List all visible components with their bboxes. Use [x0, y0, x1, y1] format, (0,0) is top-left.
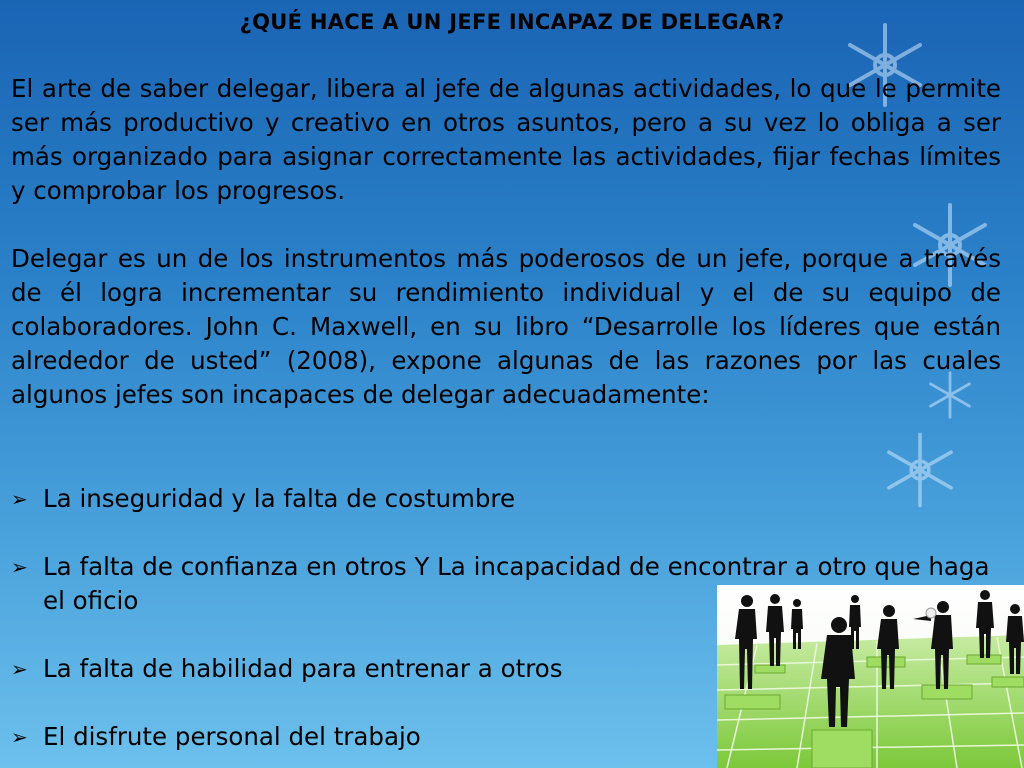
slide-title: ¿QUÉ HACE A UN JEFE INCAPAZ DE DELEGAR?	[239, 10, 785, 34]
paragraph-1-text: El arte de saber delegar, libera al jefe de algunas actividades, lo que le permite ser más productivo y creativo en otros asuntos, pero a su vez lo obliga a ser más organizado para asignar correctamente las actividades, fijar fechas límites y comprobar los progresos.	[11, 74, 1001, 205]
arrow-bullet-icon: ➢	[11, 487, 28, 511]
paragraph-1	[11, 72, 1001, 208]
bullet-item	[11, 482, 1001, 516]
arrow-bullet-icon: ➢	[11, 657, 28, 681]
bullet-text: La falta de confianza en otros Y La incapacidad de encontrar a otro que haga el oficio	[43, 552, 990, 615]
paragraph-2	[11, 242, 1001, 412]
bullet-text: La falta de habilidad para entrenar a otros	[43, 654, 563, 683]
arrow-bullet-icon: ➢	[11, 725, 28, 749]
bullet-text: La inseguridad y la falta de costumbre	[43, 484, 516, 513]
paragraph-2-text: Delegar es un de los instrumentos más poderosos de un jefe, porque a través de él logra incrementar su rendimiento individual y el de su equipo de colaboradores. John C. Maxwell, en su libro “Desarrolle los líderes que están alrededor de usted” (2008), expone algunas de las razones por las cuales algunos jefes son incapaces de delegar adecuadamente:	[11, 244, 1001, 409]
arrow-bullet-icon: ➢	[11, 555, 28, 579]
business-team-image	[717, 585, 1024, 768]
bullet-text: El disfrute personal del trabajo	[43, 722, 421, 751]
